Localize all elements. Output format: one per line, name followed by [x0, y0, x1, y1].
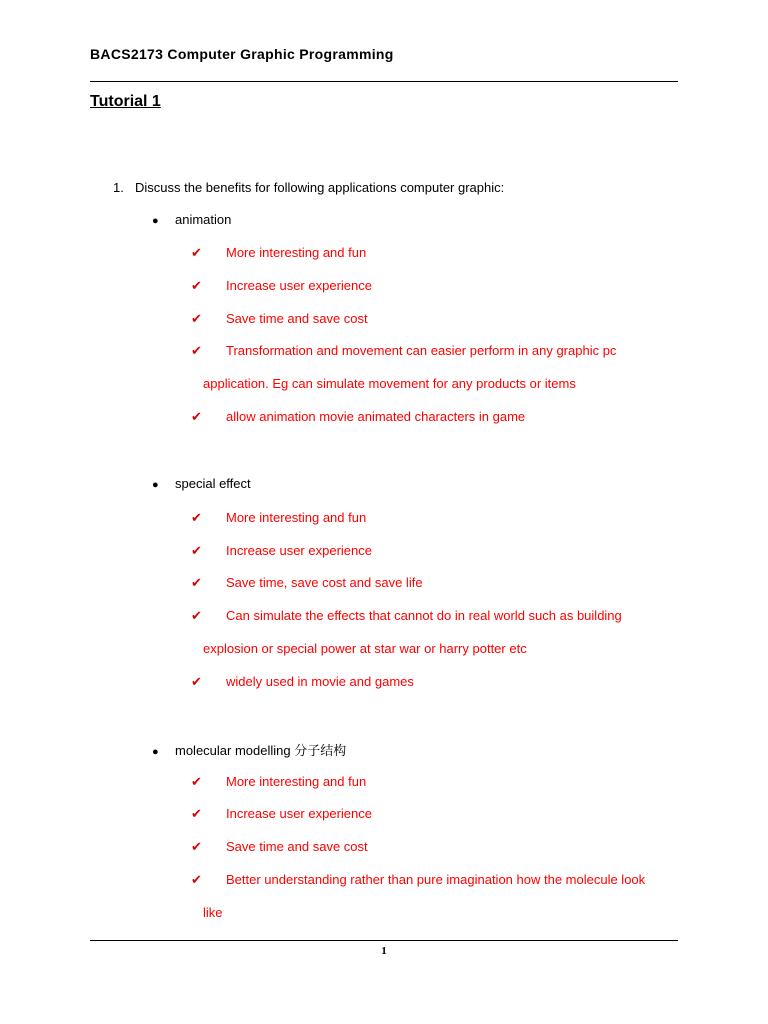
header-course-title: BACS2173 Computer Graphic Programming: [90, 46, 394, 62]
answer-text: Increase user experience: [226, 278, 372, 293]
page-title: Tutorial 1: [90, 93, 161, 110]
check-mark-icon: ✔: [191, 675, 202, 690]
answer-continuation: explosion or special power at star war or harry potter etc: [203, 641, 527, 656]
answer-item: [191, 543, 372, 559]
answer-text: More interesting and fun: [226, 774, 367, 789]
bullet-icon: ●: [152, 479, 159, 491]
answer-text: Can simulate the effects that cannot do in real world such as building: [226, 608, 622, 623]
bullet-icon: ●: [152, 746, 159, 758]
question-number: 1.: [113, 180, 124, 195]
answer-item: [191, 311, 368, 327]
answer-text: widely used in movie and games: [226, 674, 414, 689]
answer-item: [191, 409, 525, 425]
answer-text: Save time and save cost: [226, 839, 368, 854]
check-mark-icon: ✔: [191, 279, 202, 294]
check-mark-icon: ✔: [191, 609, 202, 624]
answer-text: Increase user experience: [226, 543, 372, 558]
answer-item: [191, 608, 622, 624]
answer-item: [191, 806, 372, 822]
bullet-icon: ●: [152, 215, 159, 227]
answer-item: [191, 575, 423, 591]
check-mark-icon: ✔: [191, 312, 202, 327]
answer-text: Transformation and movement can easier perform in any graphic pc: [226, 343, 617, 358]
answer-text: Save time and save cost: [226, 311, 368, 326]
check-mark-icon: ✔: [191, 807, 202, 822]
answer-item: [191, 774, 366, 790]
answer-text: More interesting and fun: [226, 510, 367, 525]
check-mark-icon: ✔: [191, 576, 202, 591]
check-mark-icon: ✔: [191, 544, 202, 559]
topic-molecular-modelling: [152, 740, 346, 759]
answer-text: More interesting and fun: [226, 245, 367, 260]
check-mark-icon: ✔: [191, 511, 202, 526]
topic-animation: [152, 212, 231, 227]
answer-text: Better understanding rather than pure imagination how the molecule look: [226, 872, 646, 887]
topic-label: special effect: [175, 476, 251, 491]
header-divider: [90, 81, 678, 82]
answer-item: [191, 839, 368, 855]
check-mark-icon: ✔: [191, 873, 202, 888]
answer-item: [191, 674, 414, 690]
check-mark-icon: ✔: [191, 410, 202, 425]
answer-text: Increase user experience: [226, 806, 372, 821]
check-mark-icon: ✔: [191, 775, 202, 790]
answer-item: [191, 343, 616, 359]
answer-item: [191, 872, 645, 888]
answer-item: [191, 510, 366, 526]
answer-item: [191, 278, 372, 294]
answer-text: allow animation movie animated characters in game: [226, 409, 526, 424]
check-mark-icon: ✔: [191, 840, 202, 855]
question-1: [113, 180, 504, 195]
answer-continuation: application. Eg can simulate movement for any products or items: [203, 376, 576, 391]
answer-continuation: like: [203, 905, 223, 920]
page-number: 1: [381, 945, 387, 957]
question-text: Discuss the benefits for following applications computer graphic:: [135, 180, 505, 195]
topic-special-effect: [152, 476, 251, 491]
topic-label: animation: [175, 212, 232, 227]
check-mark-icon: ✔: [191, 344, 202, 359]
topic-label: molecular modelling 分子结构: [175, 743, 347, 758]
footer-divider: [90, 940, 678, 941]
check-mark-icon: ✔: [191, 246, 202, 261]
answer-item: [191, 245, 366, 261]
answer-text: Save time, save cost and save life: [226, 575, 423, 590]
